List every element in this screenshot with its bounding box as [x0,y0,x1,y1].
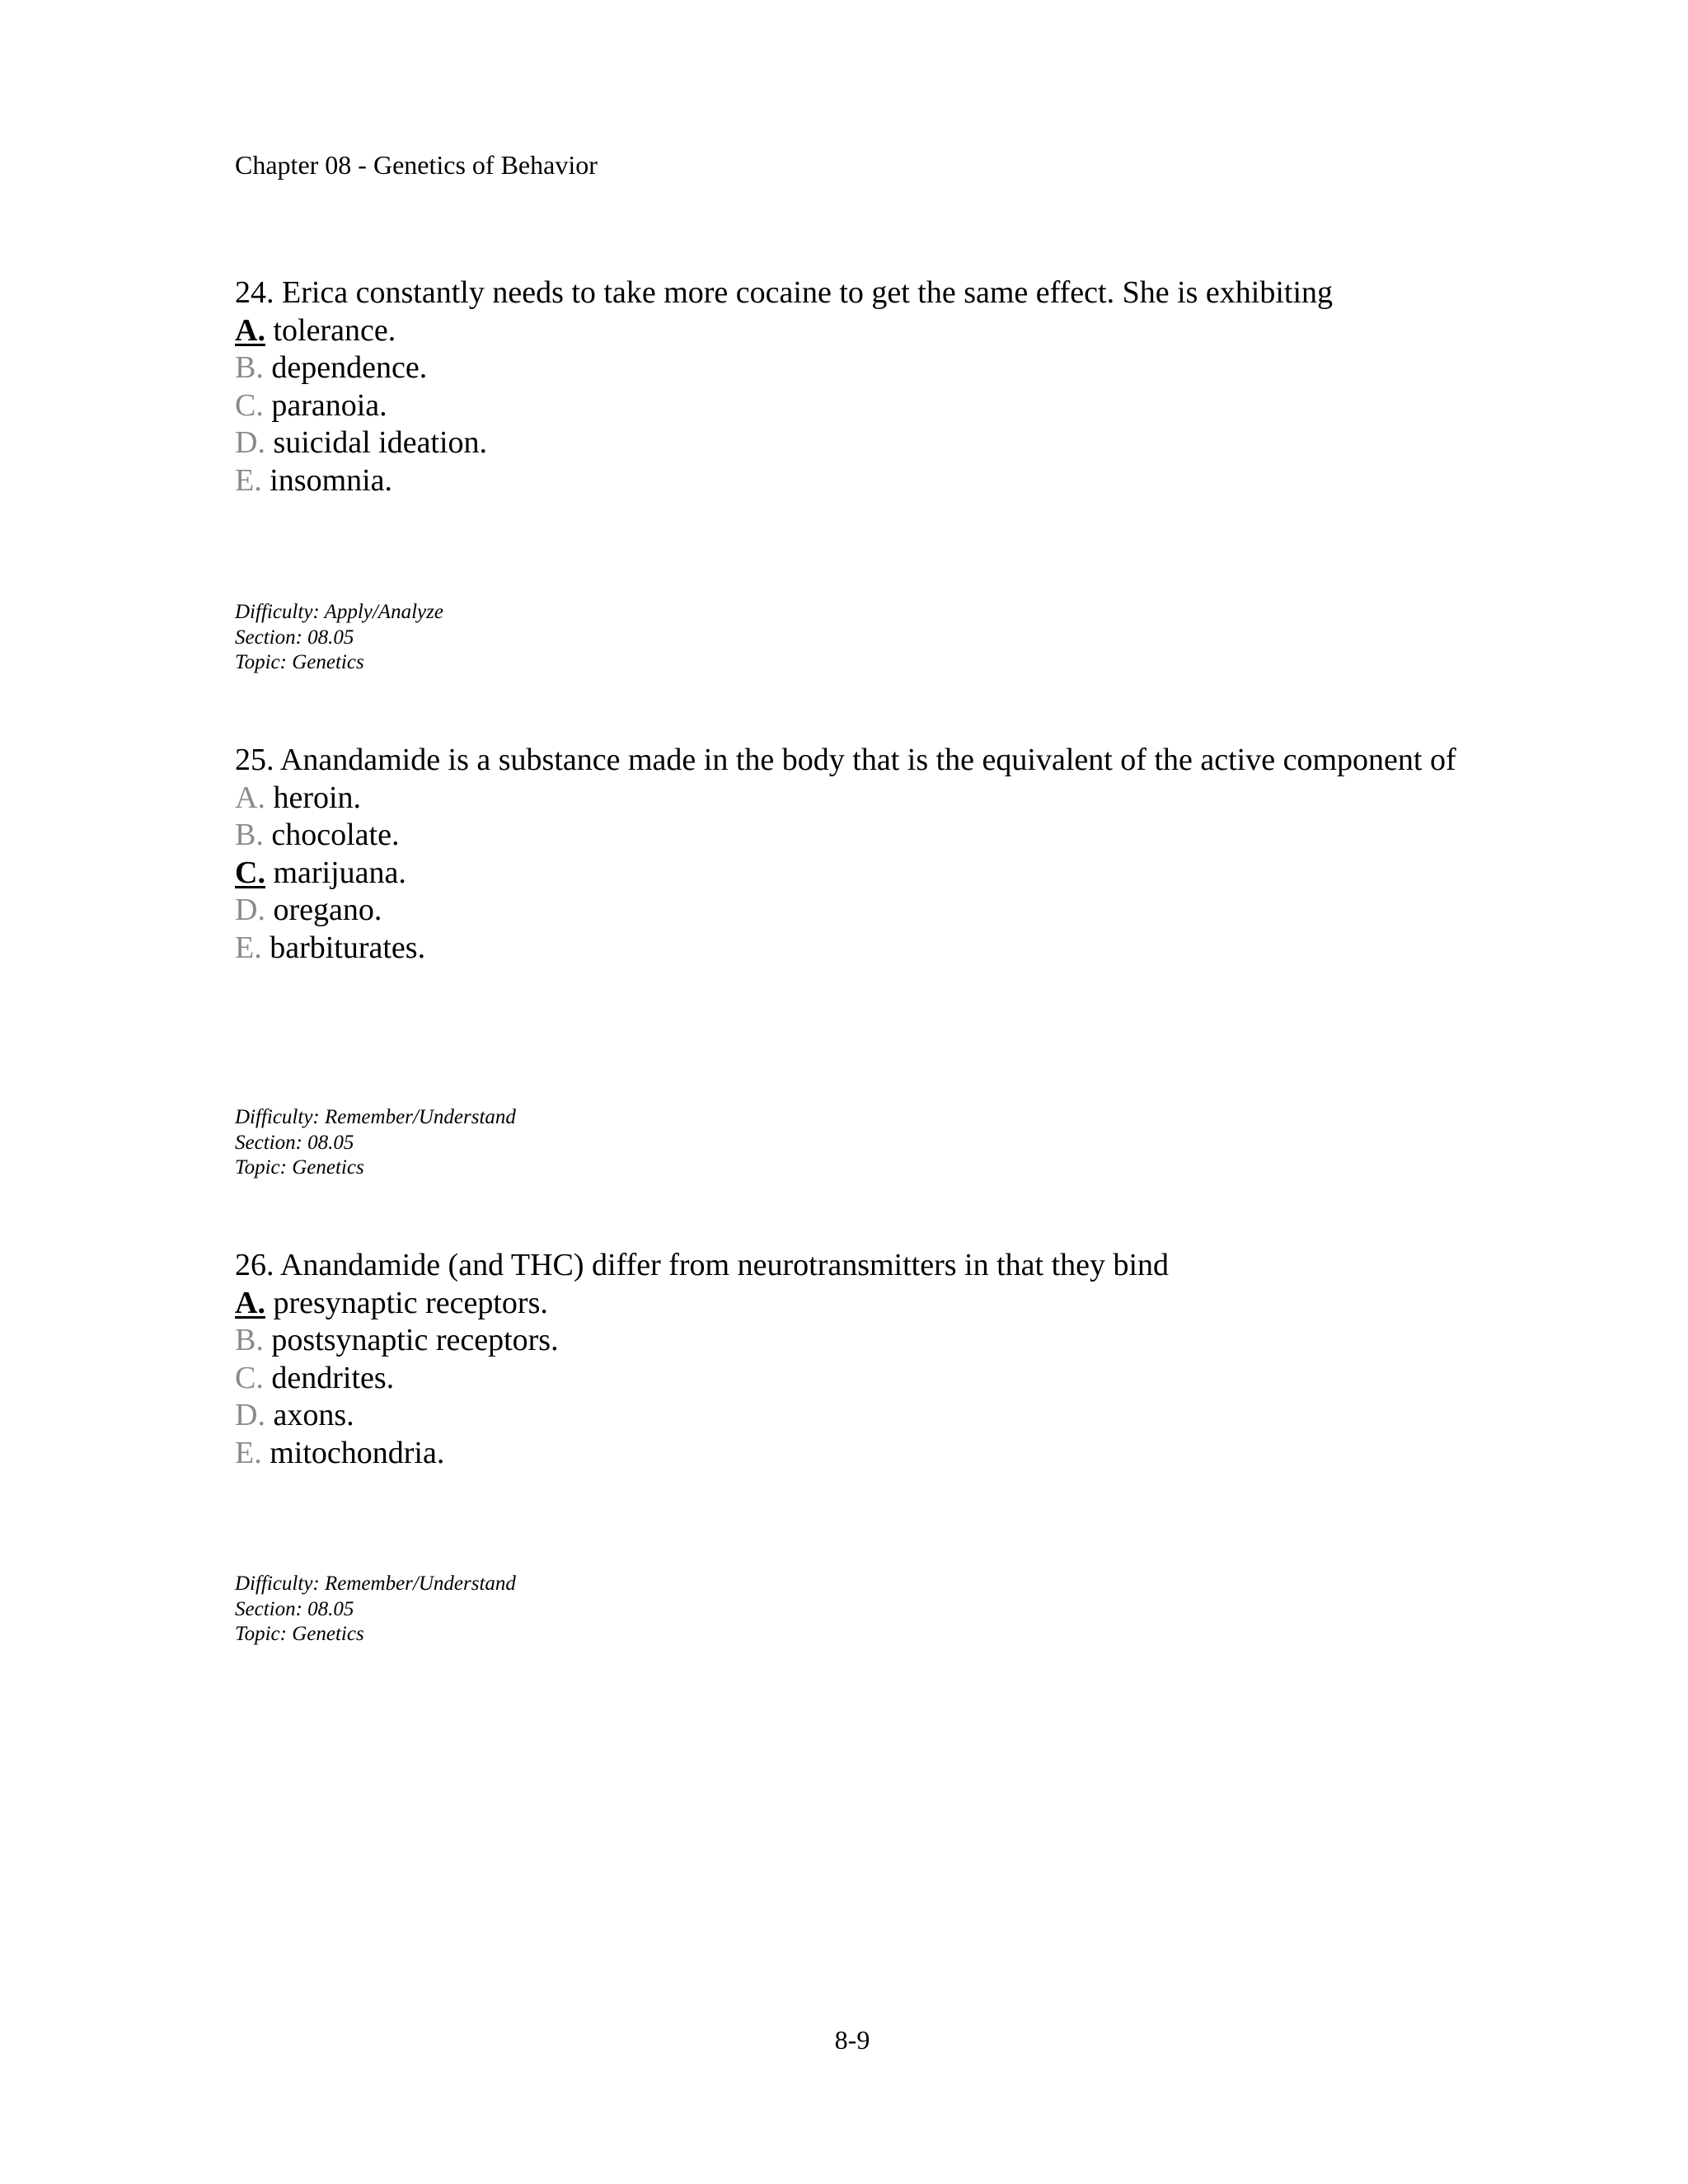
answer-option-c [235,387,1471,425]
option-letter: B. [235,350,264,385]
option-letter: D. [235,893,265,927]
option-text: mitochondria. [261,1435,445,1470]
chapter-title: Chapter 08 - Genetics of Behavior [235,150,598,180]
option-letter: C. [235,387,264,423]
answer-option-d [235,424,1471,462]
question-stem: 24. Erica constantly needs to take more cocaine to get the same effect. She is exhibiting [235,275,1334,310]
option-letter: E. [235,1435,262,1470]
question-24-metadata [235,600,443,676]
answer-option-b [235,1322,1471,1360]
section-label: Section: 08.05 [235,626,354,649]
section-label: Section: 08.05 [235,1131,354,1154]
option-text: dependence. [263,350,428,385]
answer-option-a [235,312,1471,350]
answer-option-d [235,892,1471,930]
option-text: marijuana. [265,855,406,890]
option-text: barbiturates. [261,930,426,965]
option-text: axons. [265,1398,354,1432]
answer-option-b [235,817,1471,855]
answer-option-c [235,855,1471,893]
option-letter: D. [235,1398,265,1432]
option-text: insomnia. [261,462,393,498]
option-letter: A. [235,780,265,815]
option-text: chocolate. [263,818,400,852]
question-24 [235,274,1471,499]
option-text: tolerance. [265,312,396,348]
page-footer [0,2023,1688,2056]
option-text: oregano. [265,893,382,927]
answer-option-e [235,1435,1471,1473]
answer-option-b [235,349,1471,387]
option-text: presynaptic receptors. [265,1285,548,1320]
difficulty-label: Difficulty: Apply/Analyze [235,601,443,623]
topic-label: Topic: Genetics [235,1623,364,1645]
question-26-metadata [235,1572,516,1647]
page-header [235,148,598,181]
option-letter: E. [235,462,262,498]
answer-option-c [235,1360,1471,1398]
answer-option-a [235,1285,1471,1323]
question-26 [235,1247,1471,1472]
option-letter: E. [235,930,262,965]
question-stem: 25. Anandamide is a substance made in the body that is the equivalent of the active component of [235,743,1456,777]
option-text: dendrites. [263,1360,395,1395]
option-letter: B. [235,818,264,852]
page-number: 8-9 [834,2025,870,2055]
option-letter: A. [235,1285,265,1320]
section-label: Section: 08.05 [235,1597,354,1620]
option-letter: C. [235,855,265,890]
option-letter: C. [235,1360,264,1395]
option-letter: A. [235,312,265,348]
option-letter: B. [235,1323,264,1357]
question-stem: 26. Anandamide (and THC) differ from neurotransmitters in that they bind [235,1248,1170,1282]
option-text: paranoia. [263,387,387,423]
question-25-metadata [235,1105,516,1181]
option-text: postsynaptic receptors. [263,1323,559,1357]
answer-option-a [235,780,1471,818]
option-text: suicidal ideation. [265,425,488,460]
option-text: heroin. [265,780,362,815]
answer-option-e [235,462,1471,500]
topic-label: Topic: Genetics [235,651,364,673]
difficulty-label: Difficulty: Remember/Understand [235,1572,516,1595]
topic-label: Topic: Genetics [235,1156,364,1179]
answer-option-d [235,1397,1471,1435]
option-letter: D. [235,425,265,460]
difficulty-label: Difficulty: Remember/Understand [235,1106,516,1128]
answer-option-e [235,930,1471,968]
question-25 [235,742,1471,967]
